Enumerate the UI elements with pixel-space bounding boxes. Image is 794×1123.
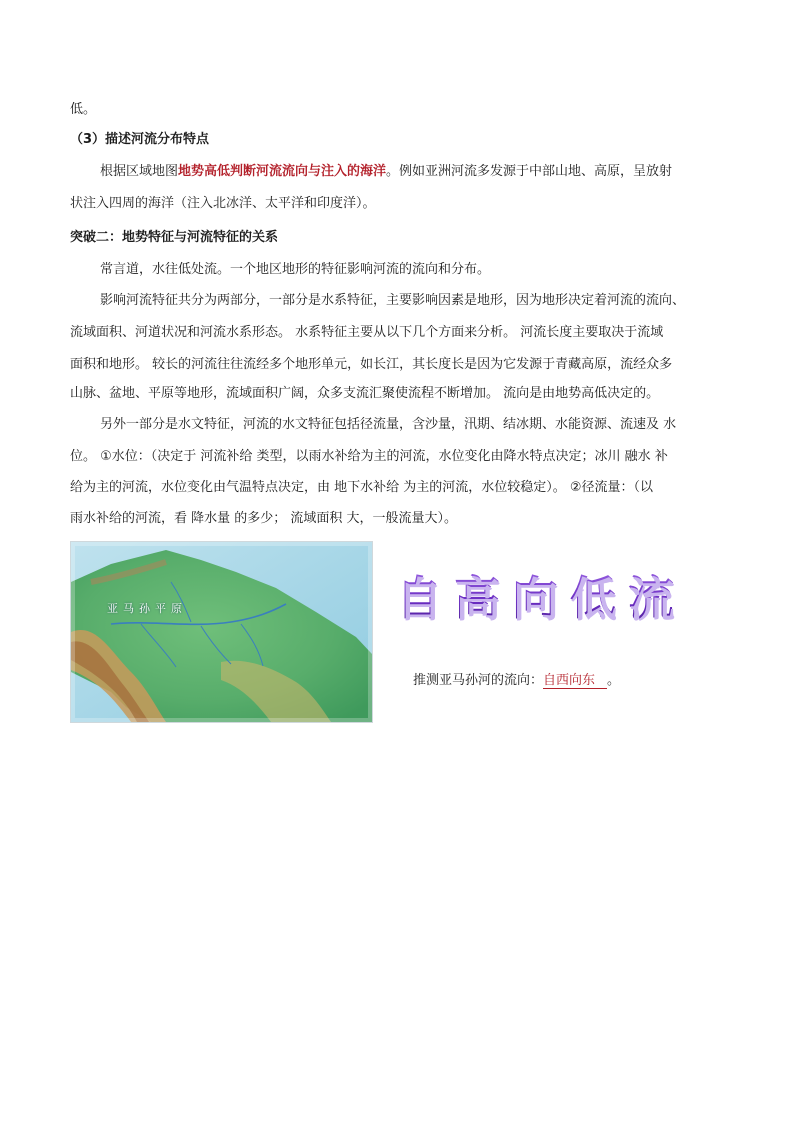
south-america-terrain-map	[70, 541, 373, 723]
terrain-map-graphic	[71, 542, 372, 722]
highlighted-text: 地势高低判断河流流向与注入的海洋	[178, 164, 387, 179]
section-heading-3: （3）描述河流分布特点	[70, 132, 210, 147]
section-heading-breakthrough-2: 突破二：地势特征与河流特征的关系	[70, 230, 279, 245]
paragraph-river-distribution-line2: 状注入四周的海洋（注入北冰洋、太平洋和印度洋）。	[70, 196, 376, 211]
text-segment: 根据区域地图	[100, 164, 179, 179]
question-answer: 自西向东	[543, 673, 607, 689]
slogan-wordart: 自高向低流	[396, 562, 686, 628]
amazon-flow-question	[413, 672, 620, 690]
paragraph-river-distribution-line1	[100, 163, 730, 181]
paragraph-saying: 常言道，水往低处流。一个地区地形的特征影响河流的流向和分布。	[100, 262, 491, 277]
map-label-amazon-plain: 亚马孙平原	[107, 602, 187, 615]
paragraph-features-line4: 山脉、盆地、平原等地形，流域面积广阔，众多支流汇聚使流程不断增加。 流向是由地势高低决定的。	[70, 386, 660, 401]
paragraph-features-line3: 面积和地形。 较长的河流往往流经多个地形单元，如长江，其长度长是因为它发源于青藏高原，流经众多	[70, 357, 673, 372]
text-line-continuation: 低。	[70, 102, 97, 117]
paragraph-hydrology-line4: 雨水补给的河流，看 降水量 的多少； 流域面积 大，一般流量大）。	[70, 511, 458, 526]
paragraph-hydrology-line1: 另外一部分是水文特征，河流的水文特征包括径流量，含沙量，汛期、结冰期、水能资源、流速及 水	[100, 417, 677, 432]
text-segment: 。例如亚洲河流多发源于中部山地、高原，呈放射	[386, 164, 673, 179]
question-end-punctuation: 。	[607, 673, 621, 688]
paragraph-hydrology-line2: 位。 ①水位：（决定于 河流补给 类型，以雨水补给为主的河流，水位变化由降水特点决定；冰川 融水 补	[70, 449, 668, 464]
paragraph-features-line1: 影响河流特征共分为两部分，一部分是水系特征，主要影响因素是地形，因为地形决定着河流的流向、	[100, 293, 686, 308]
question-prompt: 推测亚马孙河的流向：	[413, 673, 544, 688]
paragraph-features-line2: 流域面积、河道状况和河流水系形态。 水系特征主要从以下几个方面来分析。 河流长度主要取决于流域	[70, 325, 664, 340]
paragraph-hydrology-line3: 给为主的河流，水位变化由气温特点决定，由 地下水补给 为主的河流，水位较稳定）。 ②径流量：（以	[70, 480, 654, 495]
